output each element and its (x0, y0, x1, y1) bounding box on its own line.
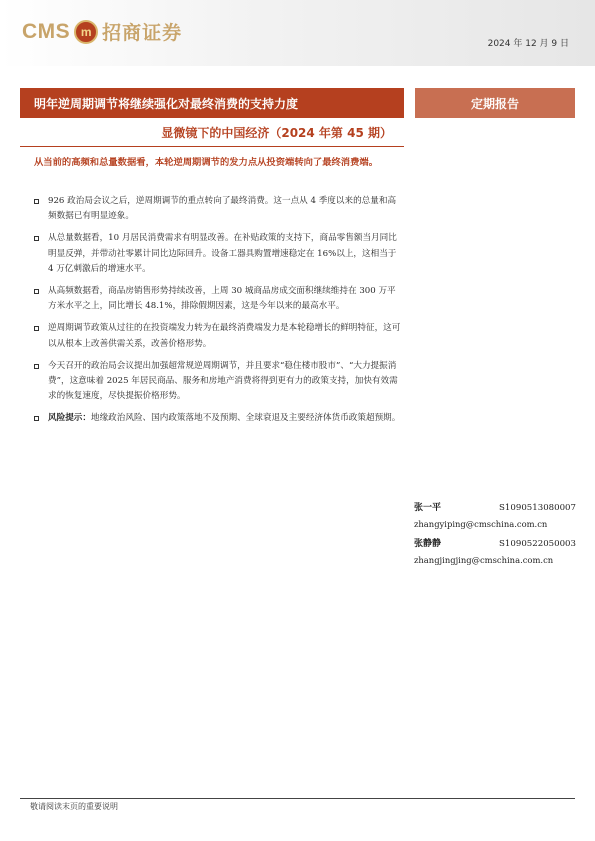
footer-disclaimer: 敬请阅读末页的重要说明 (30, 802, 118, 811)
square-bullet-icon (34, 416, 39, 421)
analyst-row (414, 500, 576, 517)
report-subtitle: 显微镜下的中国经济（2024 年第 45 期） (161, 126, 392, 140)
logo-latin-text: CMS (22, 19, 71, 43)
analyst-name: 张静静 (414, 539, 442, 549)
square-bullet-icon (34, 289, 39, 294)
bullet-text: 逆周期调节政策从过往的在投资端发力转为在最终消费端发力是本轮稳增长的鲜明特征，这可以从根本上改善供需关系，改善价格形势。 (48, 323, 401, 349)
report-title: 明年逆周期调节将继续强化对最终消费的支持力度 (20, 88, 404, 118)
risk-label: 风险提示： (48, 413, 91, 424)
risk-item (34, 411, 402, 426)
square-bullet-icon (34, 199, 39, 204)
bullet-text: 926 政治局会议之后，逆周期调节的重点转向了最终消费。这一点从 4 季度以来的总量和高频数据已有明显迹象。 (48, 196, 397, 222)
bullet-text: 今天召开的政治局会议提出加强超常规逆周期调节，并且要求“稳住楼市股市”、“大力提振消费”，这意味着 2025 年居民商品、服务和房地产消费将得到更有力的政策支持，加快有效需求的恢复速度，尽快提振价格形势。 (48, 360, 398, 402)
square-bullet-icon (34, 326, 39, 331)
bullet-text: 从高频数据看，商品房销售形势持续改善，上周 30 城商品房成交面积继续维持在 300 万平方米水平之上，同比增长 48.1%，排除假期因素，这是今年以来的最高水平。 (48, 286, 396, 312)
list-item (34, 231, 402, 277)
subtitle-divider (20, 146, 404, 147)
logo-badge-icon: m (74, 20, 98, 44)
company-logo (22, 18, 182, 45)
analyst-id: S1090513080007 (499, 503, 576, 513)
list-item (34, 359, 402, 405)
risk-text: 地缘政治风险、国内政策落地不及预期、全球衰退及主要经济体货币政策超预期。 (90, 413, 401, 424)
analyst-row (414, 536, 576, 553)
square-bullet-icon (34, 364, 39, 369)
summary-text: 从当前的高频和总量数据看，本轮逆周期调节的发力点从投资端转向了最终消费端。 (34, 157, 378, 168)
report-type-label: 定期报告 (415, 88, 575, 118)
analyst-name: 张一平 (414, 503, 442, 513)
list-item (34, 321, 402, 351)
footer-divider (20, 798, 575, 799)
analyst-block (414, 500, 576, 572)
report-date: 2024 年 12 月 9 日 (487, 39, 569, 49)
bullet-text: 从总量数据看，10 月居民消费需求有明显改善。在补贴政策的支持下，商品零售额当月同比明显反弹，并带动社零累计同比边际回升。设备工器具购置增速稳定在 16%以上，这相当于 4 万亿刺激后的增速水平。 (48, 233, 397, 274)
list-item (34, 194, 402, 224)
analyst-email[interactable]: zhangjingjing@cmschina.com.cn (414, 555, 554, 565)
square-bullet-icon (34, 236, 39, 241)
logo-chinese-text: 招商证券 (102, 22, 183, 44)
bullet-list (34, 194, 402, 434)
analyst-id: S1090522050003 (499, 539, 576, 549)
analyst-email[interactable]: zhangyiping@cmschina.com.cn (414, 519, 548, 529)
list-item (34, 284, 402, 314)
